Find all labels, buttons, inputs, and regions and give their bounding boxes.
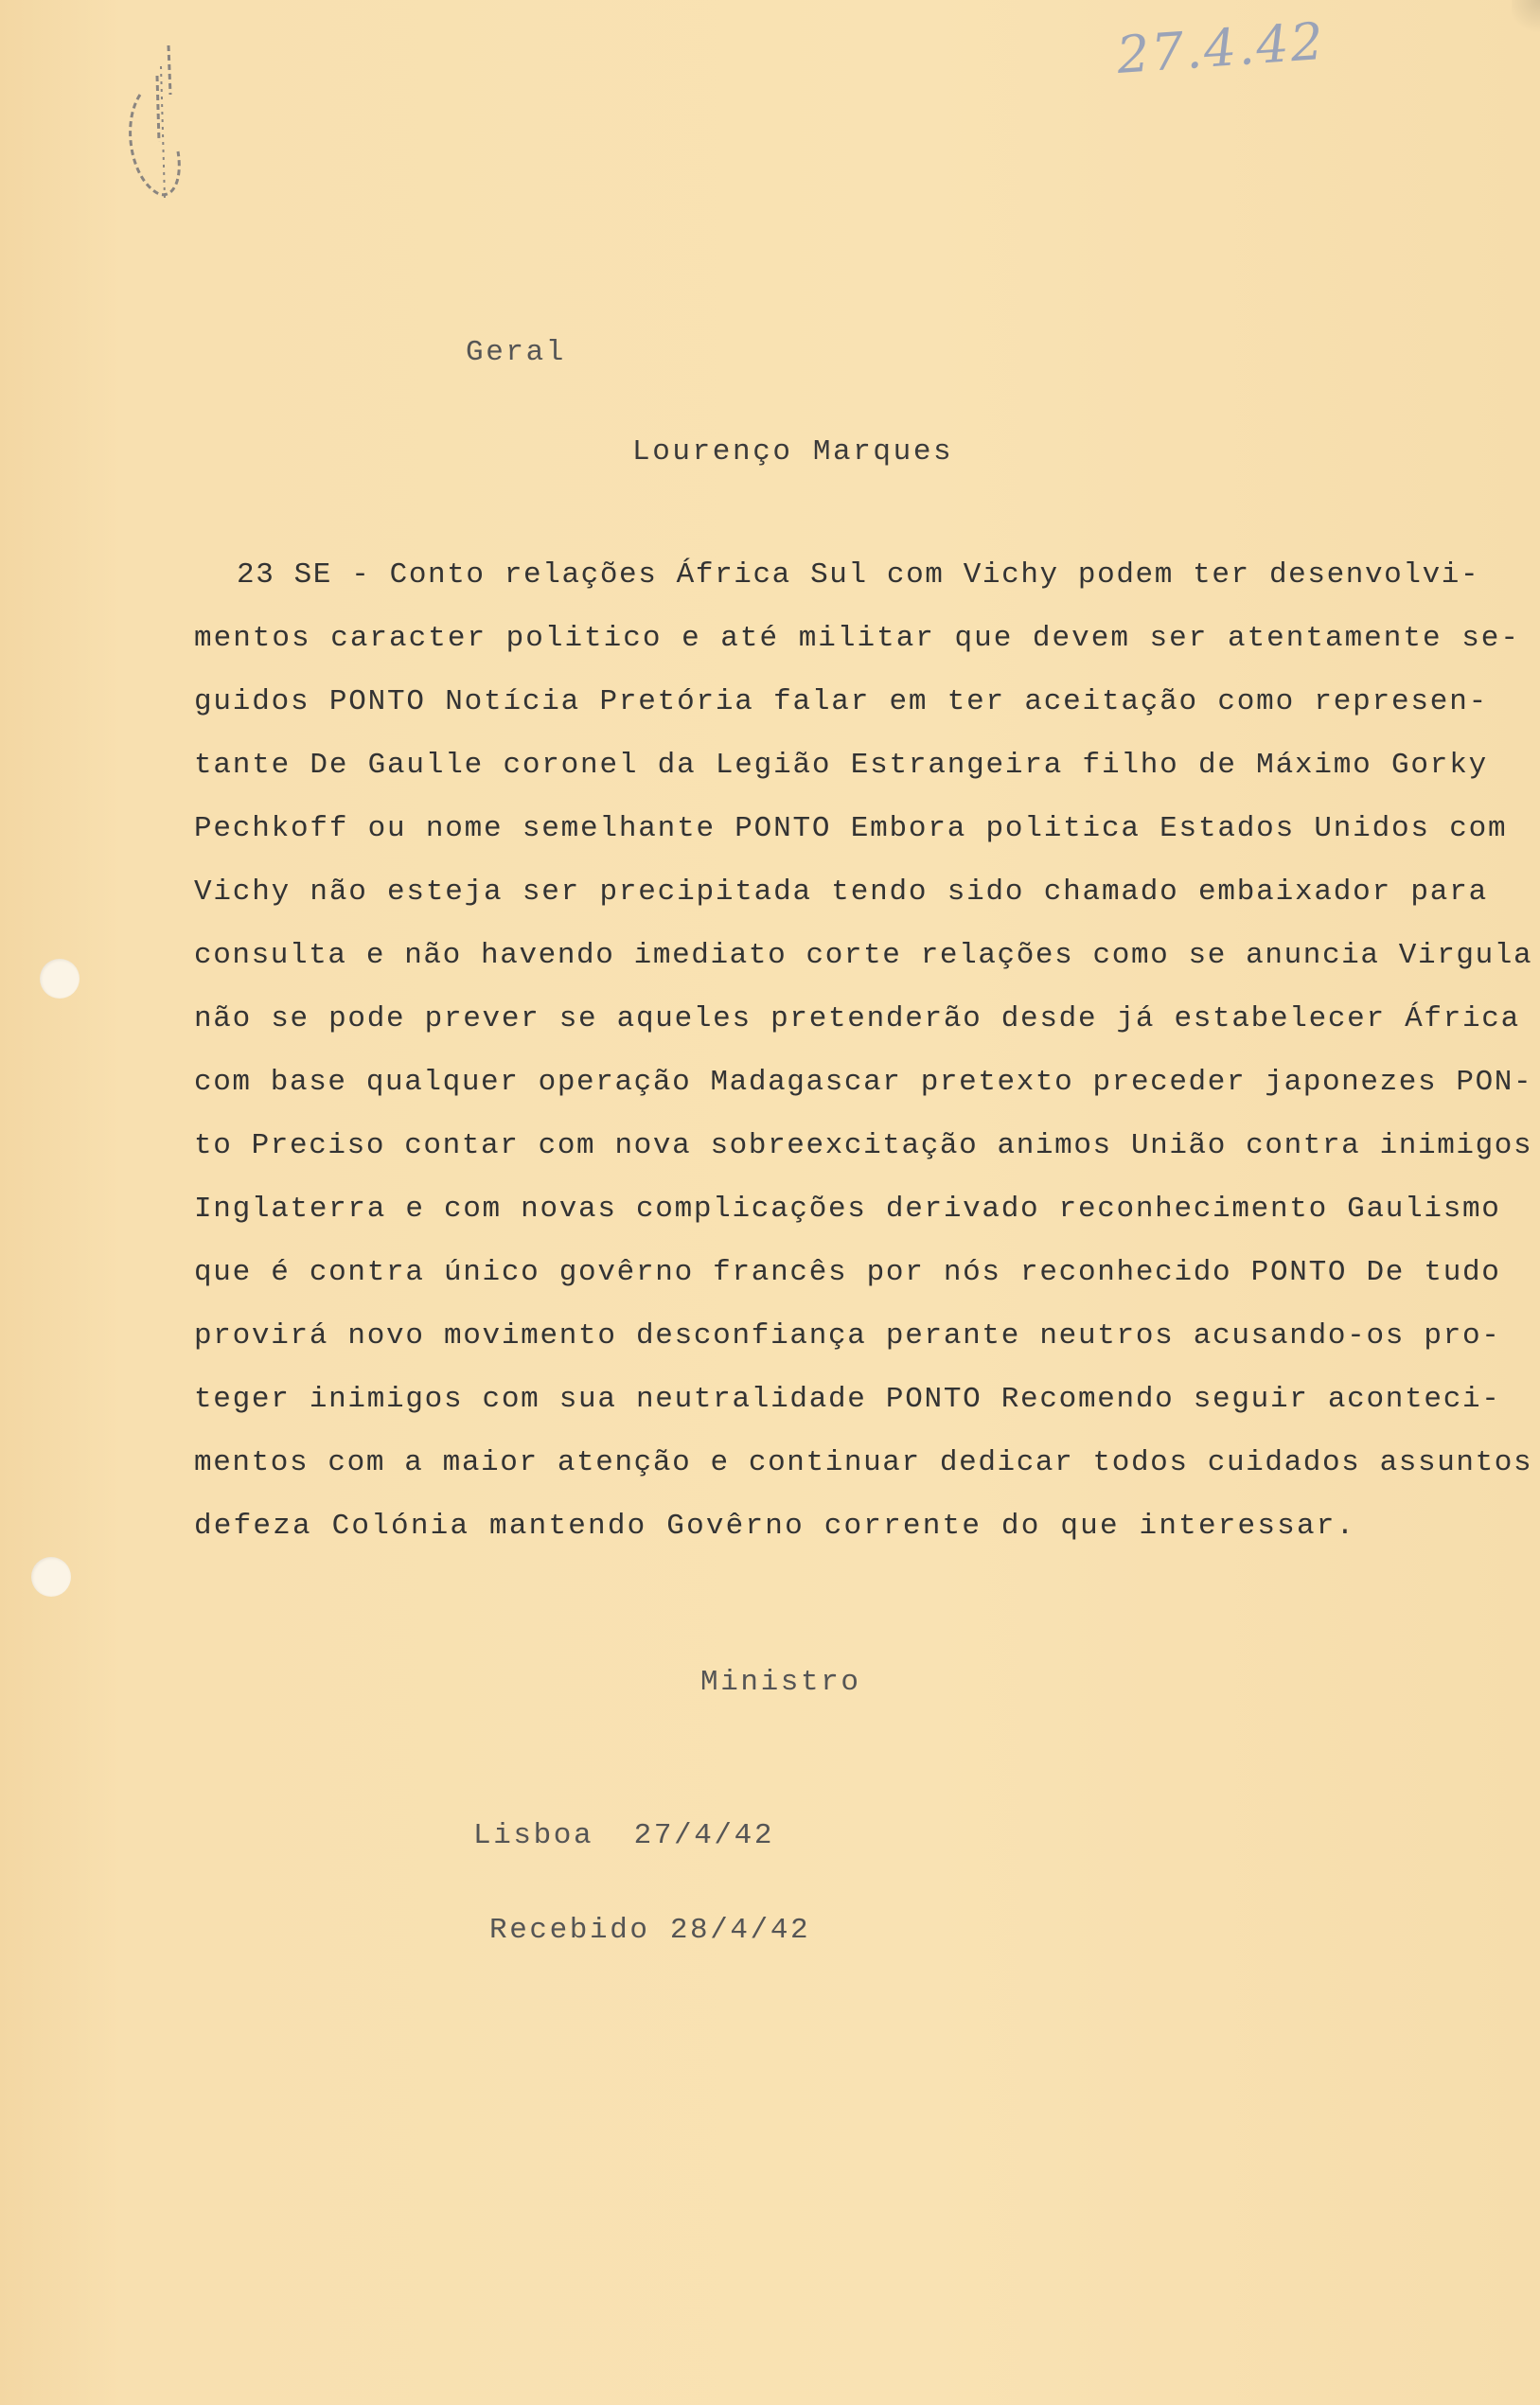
body-line: provirá novo movimento desconfiança perante neutros acusando-os pro-	[194, 1319, 1501, 1353]
body-line: teger inimigos com sua neutralidade PONTO Recomendo seguir aconteci-	[194, 1383, 1501, 1416]
body-line: tante De Gaulle coronel da Legião Estrangeira filho de Máximo Gorky	[194, 749, 1489, 782]
body-line: não se pode prever se aqueles pretenderão desde já estabelecer África	[194, 1002, 1520, 1035]
body-line: mentos com a maior atenção e continuar dedicar todos cuidados assuntos	[194, 1446, 1533, 1479]
body-line: to Preciso contar com nova sobreexcitação animos União contra inimigos	[194, 1129, 1533, 1162]
body-line: 23 SE - Conto relações África Sul com Vichy podem ter desenvolvi-	[237, 558, 1480, 592]
destination-heading: Lourenço Marques	[632, 435, 954, 469]
body-line: Pechkoff ou nome semelhante PONTO Embora politica Estados Unidos com	[194, 812, 1508, 845]
body-line: que é contra único govêrno francês por nós reconhecido PONTO De tudo	[194, 1256, 1501, 1289]
punch-hole-upper	[40, 959, 80, 999]
handwritten-date-annotation: 27.4.42	[1114, 10, 1327, 86]
page-corner-shadow	[1512, 0, 1540, 38]
signature-ministro: Ministro	[700, 1666, 861, 1699]
body-line: defeza Colónia mantendo Govêrno corrente do que interessar.	[194, 1510, 1356, 1543]
place-and-date: Lisboa 27/4/42	[473, 1819, 775, 1852]
body-line: Inglaterra e com novas complicações derivado reconhecimento Gaulismo	[194, 1193, 1501, 1226]
category-heading: Geral	[466, 336, 567, 369]
archive-stamp-mark	[102, 38, 187, 218]
body-line: mentos caracter politico e até militar que devem ser atentamente se-	[194, 622, 1521, 655]
body-line: consulta e não havendo imediato corte relações como se anuncia Virgula	[194, 939, 1533, 972]
received-date: Recebido 28/4/42	[489, 1914, 811, 1947]
body-line: Vichy não esteja ser precipitada tendo sido chamado embaixador para	[194, 875, 1489, 909]
punch-hole-lower	[31, 1557, 71, 1597]
body-line: guidos PONTO Notícia Pretória falar em ter aceitação como represen-	[194, 685, 1489, 718]
body-line: com base qualquer operação Madagascar pretexto preceder japonezes PON-	[194, 1066, 1533, 1099]
